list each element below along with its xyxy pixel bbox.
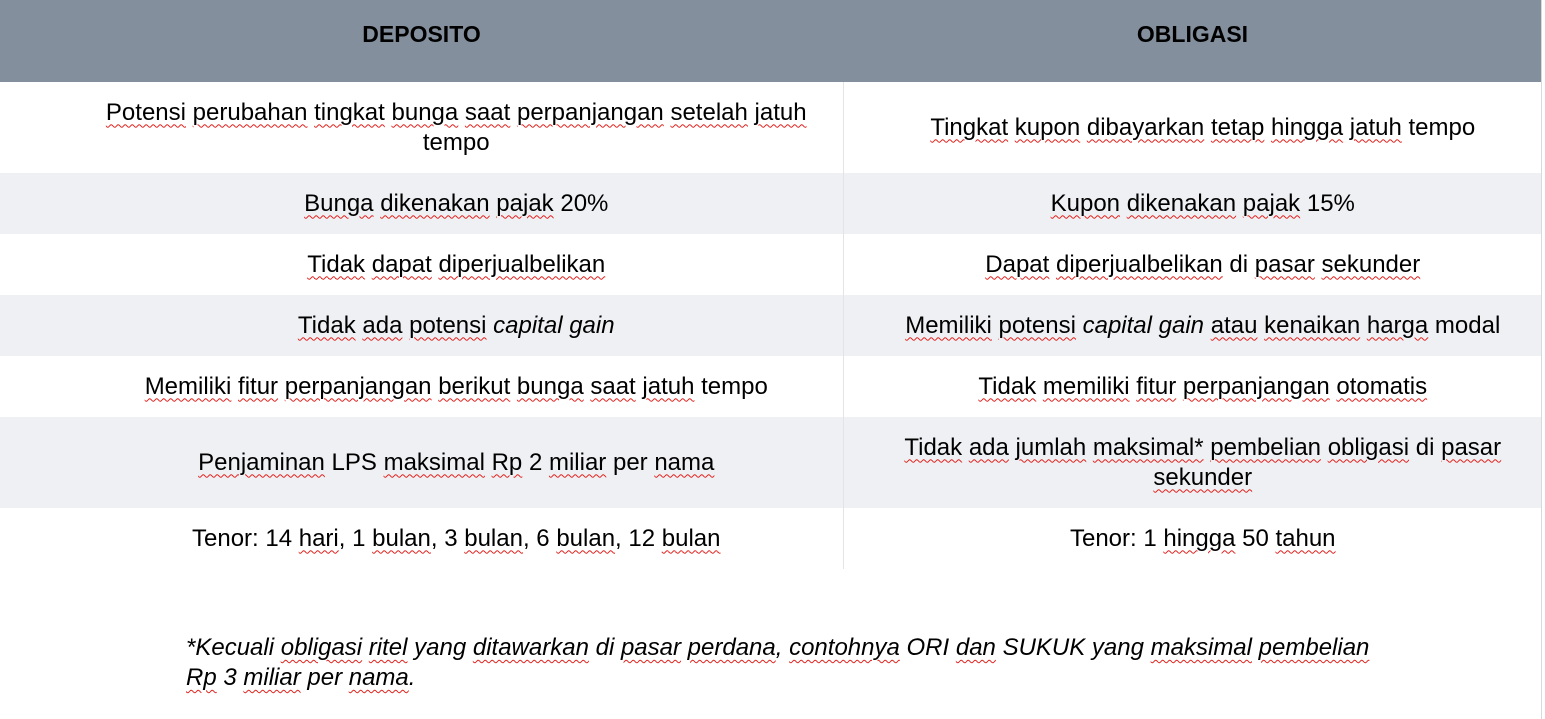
rich-text: Kupon dikenakan pajak 15% (1050, 189, 1355, 217)
rich-text: Penjaminan LPS maksimal Rp 2 miliar per nama (198, 448, 715, 476)
cell-deposito[interactable] (0, 417, 843, 508)
table-row (0, 82, 1542, 173)
header-row (0, 0, 1542, 82)
cell-obligasi[interactable] (843, 356, 1542, 417)
rich-text: Tenor: 1 hingga 50 tahun (1069, 524, 1336, 552)
rich-text: Tidak dapat diperjualbelikan (307, 250, 606, 278)
rich-text: Tidak ada potensi capital gain (297, 311, 615, 339)
rich-text: Bunga dikenakan pajak 20% (304, 189, 609, 217)
cell-deposito[interactable] (0, 173, 843, 234)
cell-obligasi[interactable] (843, 508, 1542, 569)
cell-deposito[interactable] (0, 234, 843, 295)
rich-text: *Kecuali obligasi ritel yang ditawarkan di pasar perdana, contohnya ORI dan SUKUK yang maksimal pembelian Rp 3 miliar per nama. (186, 634, 1370, 691)
table-row (0, 508, 1542, 569)
table-row (0, 295, 1542, 356)
cell-deposito[interactable] (0, 82, 843, 173)
cell-obligasi[interactable] (843, 173, 1542, 234)
header-deposito: DEPOSITO (0, 0, 843, 82)
table-row (0, 173, 1542, 234)
rich-text: Potensi perubahan tingkat bunga saat perpanjangan setelah jatuh tempo (105, 98, 807, 156)
table-row (0, 234, 1542, 295)
cell-obligasi[interactable] (843, 295, 1542, 356)
cell-deposito[interactable] (0, 356, 843, 417)
rich-text: Tingkat kupon dibayarkan tetap hingga jatuh tempo (930, 113, 1476, 141)
rich-text: Tidak ada jumlah maksimal* pembelian obligasi di pasar sekunder (904, 433, 1502, 491)
header-obligasi: OBLIGASI (843, 0, 1542, 82)
cell-deposito[interactable] (0, 295, 843, 356)
footnote[interactable] (186, 633, 1386, 693)
page-edge-divider (1541, 0, 1542, 719)
rich-text: Tenor: 14 hari, 1 bulan, 3 bulan, 6 bulan, 12 bulan (192, 524, 721, 552)
rich-text: Memiliki potensi capital gain atau kenaikan harga modal (905, 311, 1501, 339)
cell-obligasi[interactable] (843, 234, 1542, 295)
cell-deposito[interactable] (0, 508, 843, 569)
rich-text: Memiliki fitur perpanjangan berikut bunga saat jatuh tempo (144, 372, 768, 400)
cell-obligasi[interactable] (843, 82, 1542, 173)
table-row (0, 417, 1542, 508)
rich-text: Tidak memiliki fitur perpanjangan otomatis (978, 372, 1428, 400)
table-row (0, 356, 1542, 417)
rich-text: Dapat diperjualbelikan di pasar sekunder (985, 250, 1421, 278)
cell-obligasi[interactable] (843, 417, 1542, 508)
